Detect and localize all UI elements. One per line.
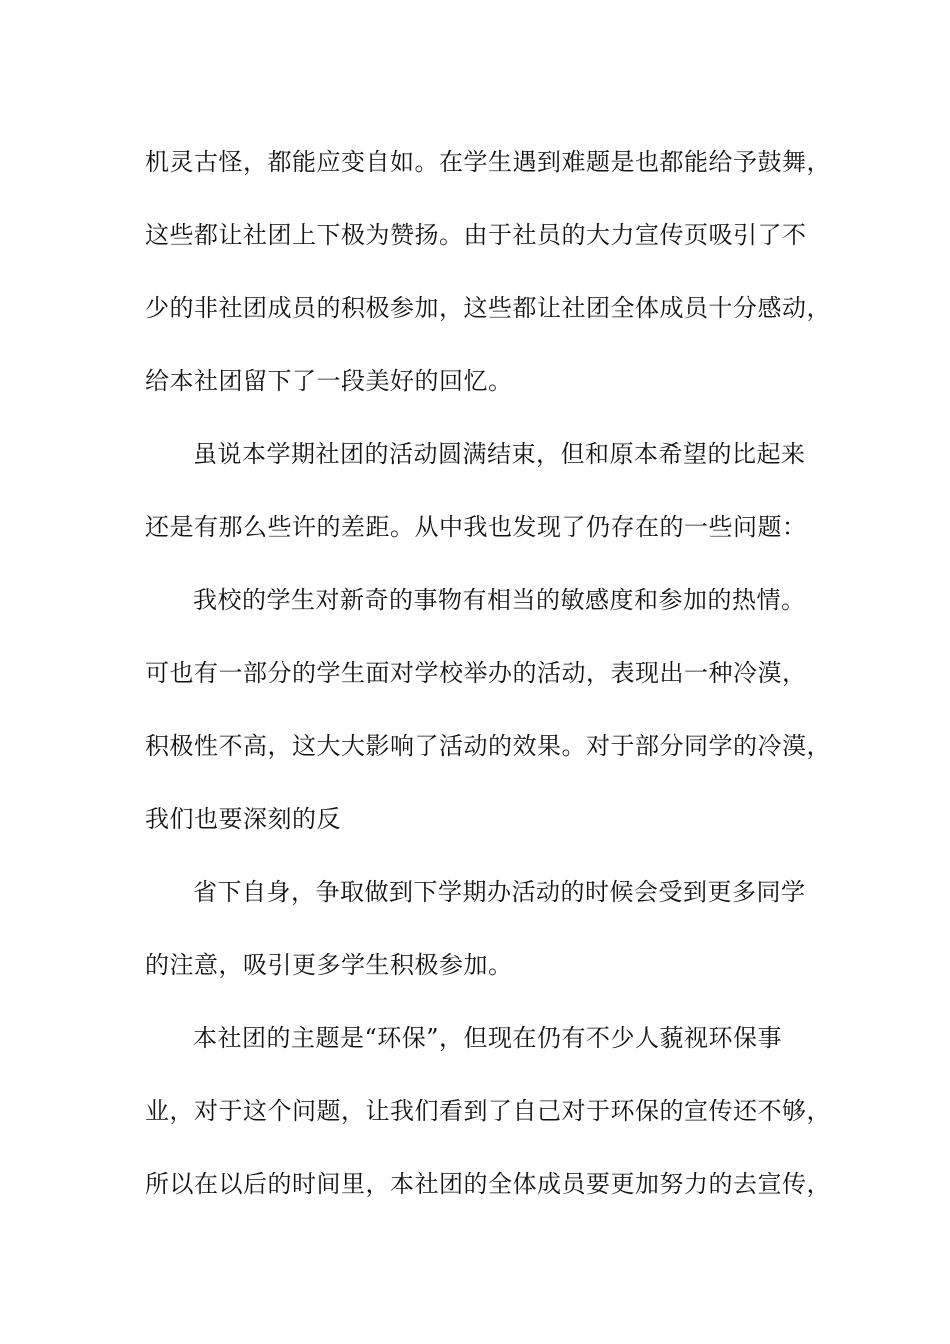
text-line: 给本社团留下了一段美好的回忆。 <box>145 367 513 395</box>
paragraph-start-line: 虽说本学期社团的活动圆满结束，但和原本希望的比起来 <box>193 440 806 468</box>
text-line: 我们也要深刻的反 <box>145 805 341 833</box>
text-line: 还是有那么些许的差距。从中我也发现了仍存在的一些问题： <box>145 513 807 541</box>
text-line: 这些都让社团上下极为赞扬。由于社员的大力宣传页吸引了不 <box>145 221 807 249</box>
document-body <box>145 126 835 1221</box>
paragraph-start-line: 我校的学生对新奇的事物有相当的敏感度和参加的热情。 <box>193 586 806 614</box>
text-line: 的注意，吸引更多学生积极参加。 <box>145 951 513 979</box>
text-line: 业，对于这个问题，让我们看到了自己对于环保的宣传还不够， <box>145 1097 831 1125</box>
text-line: 可也有一部分的学生面对学校举办的活动，表现出一种冷漠， <box>145 659 807 687</box>
paragraph-start-line: 本社团的主题是“环保”，但现在仍有不少人藐视环保事 <box>193 1024 783 1052</box>
text-line: 积极性不高，这大大影响了活动的效果。对于部分同学的冷漠， <box>145 732 831 760</box>
text-line: 少的非社团成员的积极参加，这些都让社团全体成员十分感动， <box>145 294 831 322</box>
paragraph-start-line: 省下自身，争取做到下学期办活动的时候会受到更多同学 <box>193 878 806 906</box>
text-line: 所以在以后的时间里，本社团的全体成员要更加努力的去宣传， <box>145 1170 831 1198</box>
text-line: 机灵古怪，都能应变自如。在学生遇到难题是也都能给予鼓舞， <box>145 148 831 176</box>
